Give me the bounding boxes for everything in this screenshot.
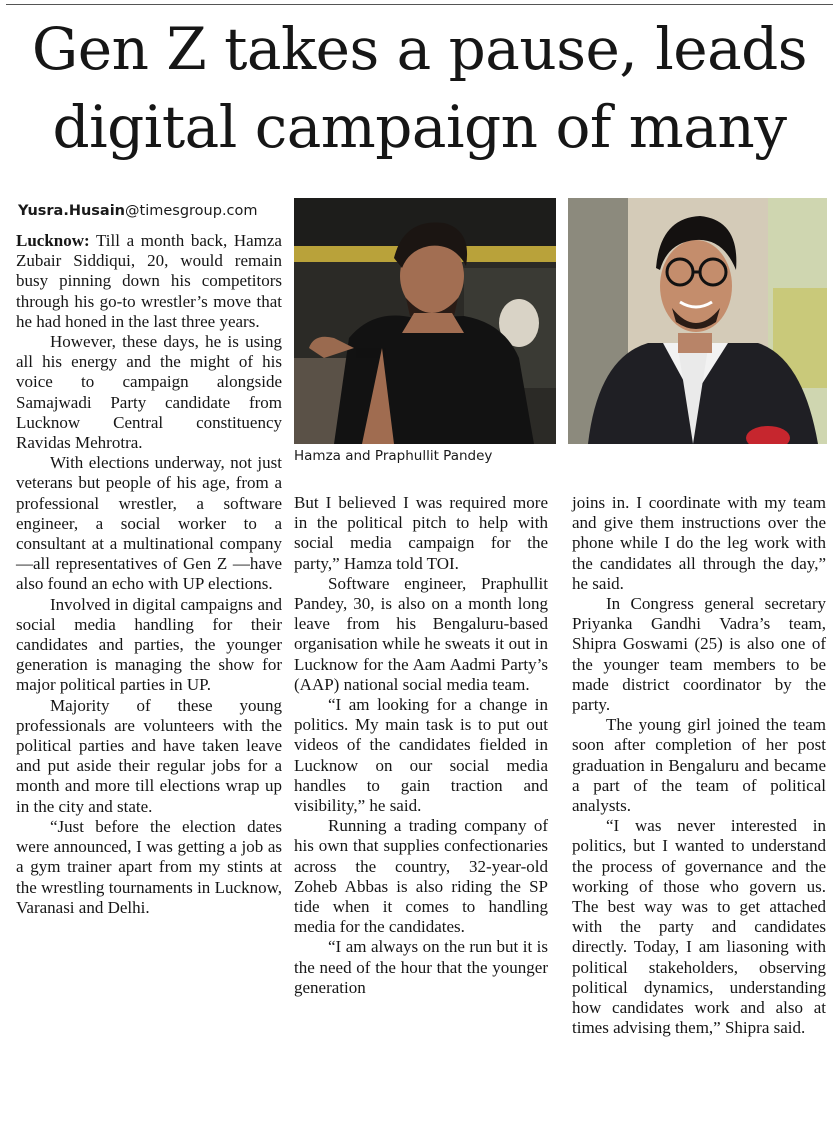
paragraph: Running a trading company of his own that supplies confectionaries across the country, 32-year-old Zoheb Abbas is also riding the SP tide when it comes to handling media for the candidates. <box>294 816 548 937</box>
paragraph: joins in. I coordinate with my team and give them instructions over the phone while I do the leg work with the candidates all through the day,” he said. <box>572 493 826 593</box>
headline <box>0 10 839 166</box>
top-rule <box>6 4 833 5</box>
paragraph: But I believed I was required more in the political pitch to help with social media campaign for the party,” Hamza told TOI. <box>294 493 548 573</box>
photo-caption: Hamza and Praphullit Pandey <box>294 448 493 464</box>
column-3 <box>572 493 826 1129</box>
paragraph: “I was never interested in politics, but I wanted to understand the process of governance and the working of those who govern us. The best way was to get attached with the party and candidates directly. Today, I am liasoning with political stakeholders, observing political dynamics, understanding how candidates work and also at times advising them,” Shipra said. <box>572 816 826 1038</box>
paragraph: With elections underway, not just veterans but people of his age, from a professional wrestler, a software engineer, a social worker to a consultant at a multinational company —all representatives of Gen Z —have also found an echo with UP elections. <box>16 453 282 594</box>
column-1 <box>16 231 282 1129</box>
paragraph: The young girl joined the team soon after completion of her post graduation in Bengaluru and became a part of the team of political analysts. <box>572 715 826 816</box>
paragraph: Majority of these young professionals are volunteers with the political parties and have taken leave and put aside their regular jobs for a month and more till elections wrap up in the city and state. <box>16 695 282 816</box>
paragraph: “I am looking for a change in politics. My main task is to put out videos of the candidates fielded in Lucknow on our social media handles to gain traction and visibility,” he said. <box>294 695 548 816</box>
paragraph: Software engineer, Praphullit Pandey, 30, is also on a month long leave from his Bengaluru-based organisation while he sweats it out in Lucknow for the Aam Aadmi Party’s (AAP) national social media team. <box>294 573 548 694</box>
paragraph: “I am always on the run but it is the need of the hour that the younger generation <box>294 937 548 997</box>
byline-domain: @timesgroup.com <box>125 203 258 219</box>
column-2 <box>294 493 548 1129</box>
paragraph: “Just before the election dates were announced, I was getting a job as a gym trainer apart from my stints at the wrestling tournaments in Lucknow, Varanasi and Delhi. <box>16 816 282 917</box>
dateline: Lucknow: <box>16 231 90 250</box>
headline-line-1: Gen Z takes a pause, leads <box>31 15 808 83</box>
paragraph: Lucknow: Till a month back, Hamza Zubair Siddiqui, 20, would remain busy pinning down his competitors through his go-to wrestler’s move that he had honed in the last three years. <box>16 231 282 331</box>
photo-hamza <box>294 198 556 444</box>
byline <box>18 203 280 219</box>
headline-line-2: digital campaign of many <box>52 93 787 161</box>
paragraph: However, these days, he is using all his energy and the might of his voice to campaign alongside Samajwadi Party candidate from Lucknow Central constituency Ravidas Mehrotra. <box>16 332 282 453</box>
photo-praphullit <box>568 198 827 444</box>
paragraph: In Congress general secretary Priyanka Gandhi Vadra’s team, Shipra Goswami (25) is also one of the younger team members to be made district coordinator by the party. <box>572 594 826 715</box>
byline-author: Yusra.Husain <box>18 203 126 219</box>
paragraph: Involved in digital campaigns and social media handling for their candidates and parties, the younger generation is managing the show for major political parties in UP. <box>16 594 282 695</box>
